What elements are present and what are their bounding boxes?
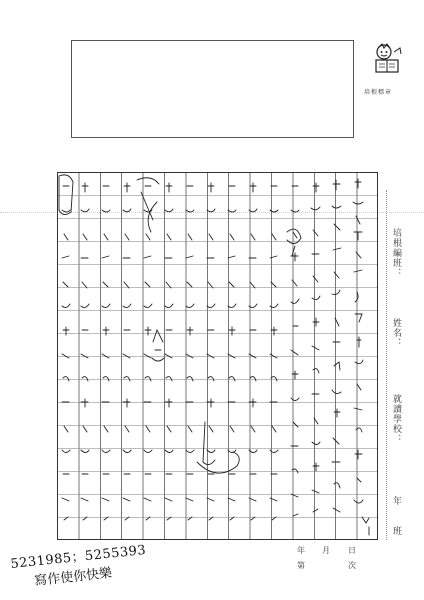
name-label: 姓名： — [391, 318, 401, 348]
year-label: 年 — [297, 546, 305, 555]
child-reading-mascot-icon — [370, 42, 404, 76]
class-label: 培根編班： — [391, 228, 401, 278]
footer-phone-numbers: 5231985；5255393 — [9, 542, 147, 573]
class-unit-label: 班 — [391, 526, 401, 536]
issue-label: 第 — [297, 561, 305, 570]
teacher-comment-box — [71, 40, 354, 138]
handwritten-essay — [57, 172, 378, 540]
day-label: 日 — [348, 546, 356, 555]
school-label: 就讀學校： — [391, 394, 401, 444]
times-label: 次 — [348, 561, 356, 570]
mascot-caption: 培根標章 — [364, 89, 393, 96]
footer-slogan: 寫作使你快樂 — [33, 565, 113, 590]
grade-label: 年 — [391, 496, 401, 506]
month-label: 月 — [322, 546, 330, 555]
margin-dotted-line — [386, 190, 387, 540]
